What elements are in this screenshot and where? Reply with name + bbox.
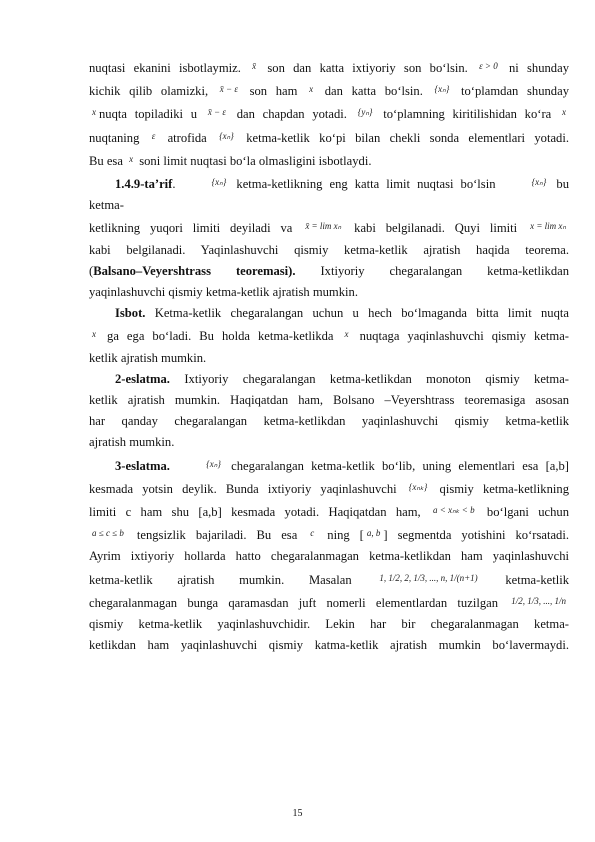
text-run: nuqtasi ekanini isbotlaymiz. xyxy=(89,61,250,75)
text-run: to‘plamning kiritilishidan ko‘ra xyxy=(375,107,559,122)
text-run: kichik qilib olamizki, xyxy=(89,84,217,99)
math-formula: c xyxy=(310,528,315,539)
text-run: qismiy ketma-ketlik yaqinlashuvchidir. Lekin har bir chegaralanmagan ketma- xyxy=(89,617,569,632)
math-formula: {xₙ} xyxy=(206,458,221,469)
text-run: kesmada yotsin deylik. Bunda ixtiyoriy yaqinlashuvchi xyxy=(89,481,406,496)
text-line xyxy=(89,454,569,477)
paragraph-proof xyxy=(89,303,569,369)
math-formula: ε xyxy=(151,130,156,141)
text-run: ketlikning yuqori limiti deyiladi va xyxy=(89,221,303,236)
math-formula: a ≤ c ≤ b xyxy=(92,528,124,539)
math-formula: {xₙ} xyxy=(211,177,227,188)
text-line xyxy=(89,348,569,369)
text-run: ketma-ketlikning eng katta limit nuqtasi bo‘lsin xyxy=(229,177,503,192)
text-run: soni limit nuqtasi bo‘la olmasligini isbotlaydi. xyxy=(136,153,372,168)
math-formula: a < xₙₖ < b xyxy=(433,505,475,516)
bold-heading: 3-eslatma. xyxy=(115,458,170,473)
text-run: kabi belgilanadi. Quyi limiti xyxy=(344,221,528,236)
text-run: ] segmentda yotishini ko‘rsatadi. xyxy=(383,528,569,543)
text-run: Bu esa xyxy=(89,153,127,168)
math-formula: {xₙ} xyxy=(434,84,450,95)
math-formula: x̄ xyxy=(252,61,257,71)
text-line xyxy=(89,432,569,453)
text-run: ketma-ketlik xyxy=(480,572,570,587)
text-run: ketma-ketlik ajratish mumkin. Masalan xyxy=(89,572,377,587)
text-line xyxy=(89,303,569,324)
text-run: ning [ xyxy=(317,528,364,543)
text-run: ketlikdan ham yaqinlashuvchi qismiy katma-ketlik ajratish mumkin bo‘lavermaydi. xyxy=(89,638,569,653)
text-run: Ketma-ketlik chegaralangan uchun u hech bo‘lmaganda bitta limit nuqta xyxy=(145,306,569,321)
math-formula: x = lim xₙ xyxy=(530,221,566,232)
math-formula: x xyxy=(562,107,566,118)
text-run: to‘plamdan shunday xyxy=(452,84,569,99)
math-formula: {xₙ} xyxy=(531,177,547,188)
text-run: ajratish mumkin. xyxy=(89,435,175,450)
text-line xyxy=(89,568,569,591)
text-line xyxy=(89,240,569,261)
text-line xyxy=(89,635,569,656)
math-formula: x xyxy=(309,84,314,95)
text-run: son dan katta ixtiyoriy son bo‘lsin. xyxy=(259,61,477,75)
text-line xyxy=(89,411,569,432)
bold-heading: Isbot. xyxy=(115,306,146,321)
text-line xyxy=(89,614,569,635)
text-run: chegaralangan ketma-ketlik bo‘lib, uning elementlari esa [a,b] xyxy=(223,458,569,473)
math-formula: x xyxy=(92,329,96,340)
text-run: ketma-ketlik ko‘pi bilan chekli sonda elementlari yotadi. xyxy=(236,130,569,145)
math-formula: x xyxy=(344,329,349,340)
text-run: Ixtiyoriy chegaralangan ketma-ketlikdan xyxy=(295,263,570,278)
bold-heading: 2-eslatma. xyxy=(115,371,170,386)
text-line xyxy=(89,172,569,216)
text-line xyxy=(89,79,569,102)
math-formula: x xyxy=(92,107,96,118)
text-run: Ayrim ixtiyoriy hollarda hatto chegaralanmagan ketma-ketlikdan ham yaqinlashuvchi xyxy=(89,549,569,564)
text-run: dan katta bo‘lsin. xyxy=(316,84,432,99)
text-line xyxy=(89,149,569,172)
text-line xyxy=(89,102,569,125)
text-run: dan chapdan yotadi. xyxy=(228,107,355,122)
text-line xyxy=(89,324,569,347)
paragraph-definition-1-4-9 xyxy=(89,172,569,303)
paragraph-remark-3 xyxy=(89,454,569,657)
text-run: nuqta topiladiki u xyxy=(99,107,205,122)
text-run: bo‘lgani uchun xyxy=(477,505,570,520)
text-run: nuqtaning xyxy=(89,130,149,145)
page-number: 15 xyxy=(292,808,303,819)
text-run: Ixtiyoriy chegaralangan ketma-ketlikdan monoton qismiy ketma- xyxy=(169,371,569,386)
math-formula: {xₙₖ} xyxy=(408,481,428,492)
text-line xyxy=(89,282,569,303)
paragraph-remark-2 xyxy=(89,369,569,454)
text-run: qismiy ketma-ketlikning xyxy=(430,481,569,496)
text-run: tengsizlik bajariladi. Bu esa xyxy=(126,528,308,543)
text-run: yaqinlashuvchi qismiy ketma-ketlik ajratish mumkin. xyxy=(89,285,358,300)
text-run: kabi belgilanadi. Yaqinlashuvchi qismiy ketma-ketlik ajratish haqida teorema. xyxy=(89,242,569,257)
page-content xyxy=(89,56,569,656)
text-line xyxy=(89,500,569,523)
bold-heading: 1.4.9-ta’rif xyxy=(115,177,173,192)
text-line xyxy=(89,523,569,546)
text-line xyxy=(89,546,569,567)
math-formula: a, b xyxy=(366,528,381,539)
text-run: ketlik ajratish mumkin. xyxy=(89,350,207,365)
text-run: har qanday chegaralangan ketma-ketlikdan yaqinlashuvchi qismiy ketma-ketlik xyxy=(89,414,569,429)
math-formula: {xₙ} xyxy=(219,130,234,141)
text-run: ketlik ajratish mumkin. Haqiqatdan ham, Bolsano –Veyershtrass teoremasiga asosan xyxy=(89,393,569,408)
text-run: atrofida xyxy=(158,130,217,145)
text-line xyxy=(89,390,569,411)
math-formula: x̄ = lim xₙ xyxy=(305,221,342,232)
text-run: chegaralanmagan bunga qaramasdan juft nomerli elementlardan tuzilgan xyxy=(89,595,509,610)
text-line xyxy=(89,56,569,79)
paragraph xyxy=(89,56,569,172)
text-run: bu ketma- xyxy=(89,177,569,213)
text-run: son ham xyxy=(240,84,307,99)
text-run: nuqtaga yaqinlashuvchi qismiy ketma- xyxy=(351,329,569,344)
math-formula: 1/2, 1/3, ..., 1/n xyxy=(511,595,566,606)
math-formula: x̄ − ε xyxy=(219,84,238,95)
math-formula: {yₙ} xyxy=(357,107,373,118)
text-run: . xyxy=(172,177,183,192)
text-line xyxy=(89,261,569,282)
text-run: ga ega bo‘ladi. Bu holda ketma-ketlikda xyxy=(99,329,342,344)
text-line xyxy=(89,591,569,614)
text-line xyxy=(89,369,569,390)
text-run: ( xyxy=(89,263,94,278)
math-formula: 1, 1/2, 2, 1/3, ..., n, 1/(n+1) xyxy=(379,572,478,583)
text-line xyxy=(89,126,569,149)
math-formula: x̄ − ε xyxy=(207,107,226,118)
bold-heading: Balsano–Veyershtrass teoremasi). xyxy=(93,263,296,278)
text-line xyxy=(89,477,569,500)
math-formula: x xyxy=(129,153,134,164)
text-line xyxy=(89,216,569,239)
text-run: limiti c ham shu [a,b] kesmada yotadi. Haqiqatdan ham, xyxy=(89,505,431,520)
text-run xyxy=(170,459,177,473)
text-run: ni shunday xyxy=(500,61,569,75)
math-formula: ε > 0 xyxy=(479,61,498,71)
